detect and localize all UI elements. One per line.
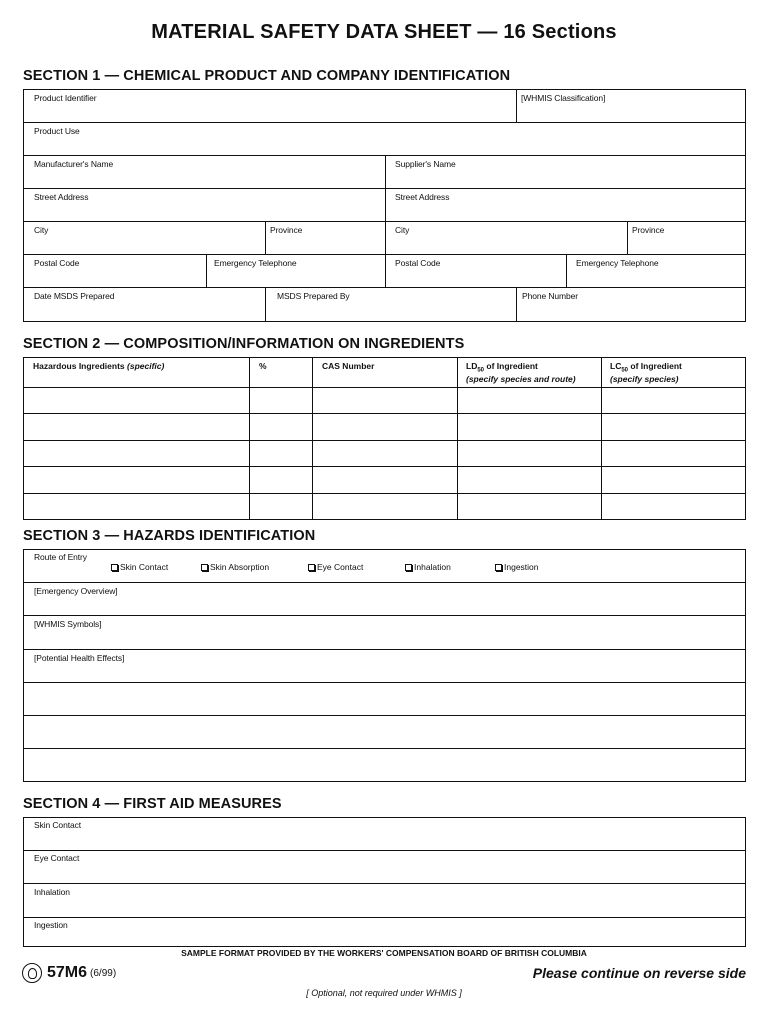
skin-contact-checkbox[interactable]: Skin Contact: [111, 562, 168, 572]
section1-box: [23, 89, 746, 322]
row-first-aid-ingestion: [24, 918, 745, 946]
table-row[interactable]: [24, 387, 746, 414]
col-ld50: $LD_{50}$ of Ingredient (specify species and route): [458, 358, 602, 388]
page-title: MATERIAL SAFETY DATA SHEET — 16 Sections: [151, 21, 617, 43]
continue-note: Please continue on reverse side: [532, 965, 746, 981]
street-address-left-field[interactable]: Street Address: [34, 192, 89, 202]
checkbox-icon: [111, 564, 118, 571]
province-left-field[interactable]: Province: [270, 225, 303, 235]
row-prepared: [24, 288, 745, 321]
ingestion-checkbox[interactable]: Ingestion: [495, 562, 539, 572]
row-first-aid-eye: [24, 851, 745, 884]
table-row[interactable]: [24, 467, 746, 494]
col-cas-number: CAS Number: [313, 358, 458, 388]
suppliers-name-field[interactable]: Supplier's Name: [395, 159, 456, 169]
ingredients-table: [23, 357, 746, 520]
checkbox-icon: [201, 564, 208, 571]
wcb-logo-icon: [22, 963, 42, 983]
checkbox-icon: [308, 564, 315, 571]
row-route-of-entry: [24, 550, 745, 583]
eye-contact-checkbox[interactable]: Eye Contact: [308, 562, 363, 572]
row-product-identifier: [24, 90, 745, 123]
emergency-telephone-left-field[interactable]: Emergency Telephone: [214, 258, 297, 268]
skin-absorption-checkbox[interactable]: Skin Absorption: [201, 562, 269, 572]
product-identifier-field[interactable]: Product Identifier: [34, 93, 97, 103]
row-first-aid-skin: [24, 818, 745, 851]
whmis-symbols-field[interactable]: [WHMIS Symbols]: [34, 619, 102, 629]
first-aid-ingestion-field[interactable]: Ingestion: [34, 920, 68, 930]
form-code: 57M6: [47, 964, 88, 981]
blank-row[interactable]: [24, 749, 745, 781]
potential-health-effects-field[interactable]: [Potential Health Effects]: [34, 653, 125, 663]
section4-heading: SECTION 4 — FIRST AID MEASURES: [23, 796, 282, 812]
city-right-field[interactable]: City: [395, 225, 410, 235]
form-code-block: [22, 963, 116, 983]
sample-format-note: SAMPLE FORMAT PROVIDED BY THE WORKERS' COMPENSATION BOARD OF BRITISH COLUMBIA: [181, 948, 587, 958]
row-street: [24, 189, 745, 222]
first-aid-inhalation-field[interactable]: Inhalation: [34, 887, 70, 897]
first-aid-skin-contact-field[interactable]: Skin Contact: [34, 820, 81, 830]
inhalation-checkbox[interactable]: Inhalation: [405, 562, 451, 572]
province-right-field[interactable]: Province: [632, 225, 665, 235]
table-row[interactable]: [24, 440, 746, 467]
col-hazardous-ingredients: Hazardous Ingredients (specific): [24, 358, 250, 388]
optional-note: [ Optional, not required under WHMIS ]: [306, 988, 462, 998]
emergency-telephone-right-field[interactable]: Emergency Telephone: [576, 258, 659, 268]
whmis-classification-field[interactable]: [WHMIS Classification]: [521, 93, 606, 103]
row-product-use: [24, 123, 745, 156]
city-left-field[interactable]: City: [34, 225, 49, 235]
row-postal: [24, 255, 745, 288]
col-percent: %: [250, 358, 313, 388]
col-lc50: $LC_{50}$ of Ingredient (specify species): [602, 358, 746, 388]
checkbox-icon: [495, 564, 502, 571]
emergency-overview-field[interactable]: [Emergency Overview]: [34, 586, 118, 596]
row-first-aid-inhalation: [24, 884, 745, 918]
section2-heading: SECTION 2 — COMPOSITION/INFORMATION ON INGREDIENTS: [23, 336, 465, 352]
row-whmis-symbols: [24, 616, 745, 650]
section3-box: [23, 549, 746, 782]
postal-code-left-field[interactable]: Postal Code: [34, 258, 80, 268]
postal-code-right-field[interactable]: Postal Code: [395, 258, 441, 268]
checkbox-icon: [405, 564, 412, 571]
manufacturers-name-field[interactable]: Manufacturer's Name: [34, 159, 114, 169]
row-names: [24, 156, 745, 189]
street-address-right-field[interactable]: Street Address: [395, 192, 450, 202]
date-prepared-field[interactable]: Date MSDS Prepared: [34, 291, 115, 301]
section1-heading: SECTION 1 — CHEMICAL PRODUCT AND COMPANY IDENTIFICATION: [23, 68, 511, 84]
table-row[interactable]: [24, 414, 746, 441]
blank-row[interactable]: [24, 683, 745, 716]
form-date: (6/99): [90, 967, 117, 979]
section3-heading: SECTION 3 — HAZARDS IDENTIFICATION: [23, 528, 316, 544]
table-row[interactable]: [24, 493, 746, 520]
first-aid-eye-contact-field[interactable]: Eye Contact: [34, 853, 80, 863]
route-of-entry-label: Route of Entry: [34, 552, 87, 562]
prepared-by-field[interactable]: MSDS Prepared By: [277, 291, 350, 301]
blank-row[interactable]: [24, 716, 745, 749]
row-city: [24, 222, 745, 255]
table-header-row: [24, 358, 746, 388]
row-emergency-overview: [24, 583, 745, 616]
section4-box: [23, 817, 746, 947]
product-use-field[interactable]: Product Use: [34, 126, 80, 136]
row-potential-health-effects: [24, 650, 745, 683]
phone-number-field[interactable]: Phone Number: [522, 291, 578, 301]
